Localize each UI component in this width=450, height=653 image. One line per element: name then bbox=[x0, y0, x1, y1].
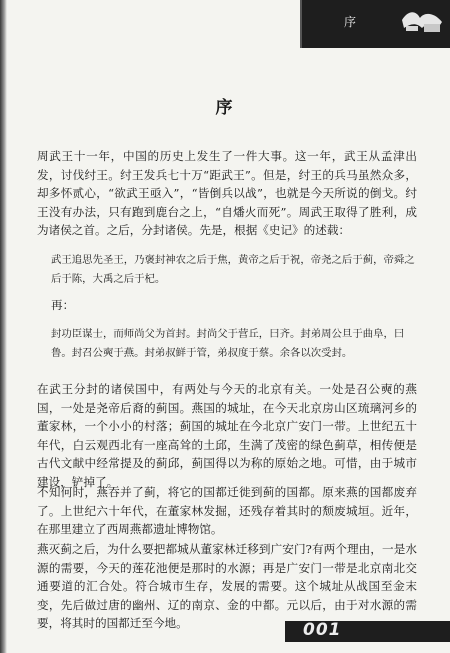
page-number: 001 bbox=[303, 620, 342, 640]
quote-2: 封功臣谋士，而师尚父为首封。封尚父于营丘，曰齐。封弟周公旦于曲阜，曰鲁。封召公奭于燕。封弟叔鲜于管，弟叔度于蔡。余各以次受封。 bbox=[51, 328, 405, 359]
page-title: 序 bbox=[215, 98, 235, 118]
connector-text: 再： bbox=[51, 298, 75, 312]
paragraph-1: 周武王十一年，中国的历史上发生了一件大事。这一年，武王从孟津出发，讨伐纣王。纣王发兵七十万“距武王”。但是，纣王的兵马虽然众多，却多怀贰心，“欲武王亟入”，“皆倒兵以战”，也就是今天所说的倒戈。纣王没有办法，只有跑到鹿台之上，“自燔火而死”。周武王取得了胜利，成为诸侯之首。之后，分封诸侯。先是，根据《史记》的述载： bbox=[37, 149, 417, 238]
ornament-icon bbox=[400, 6, 444, 34]
paragraph-3: 不知何时，燕吞并了蓟，将它的国都迁徙到蓟的国都。原来燕的国都废弃了。上世纪六十年代，在董家林发掘，还残存着其时的颓废城垣。近年，在那里建立了西周燕都遗址博物馆。 bbox=[37, 485, 417, 537]
header-section-label: 序 bbox=[344, 15, 358, 29]
paragraph-4: 燕灭蓟之后，为什么要把都城从董家林迁移到广安门?有两个理由，一是水源的需要，今天的莲花池便是那时的水源；再是广安门一带是北京南北交通要道的汇合处。符合城市生存，发展的需要。这个城址从战国至金末变，先后做过唐的幽州、辽的南京、金的中都。元以后，由于对水源的需要，将其时的国都迁至今地。 bbox=[37, 542, 417, 631]
quote-1: 武王追思先圣王，乃褒封神农之后于焦，黄帝之后于祝，帝尧之后于蓟，帝舜之后于陈，大禹之后于杞。 bbox=[51, 254, 415, 285]
paragraph-2: 在武王分封的诸侯国中，有两处与今天的北京有关。一处是召公奭的燕国，一处是尧帝后裔的蓟国。燕国的城址，在今天北京房山区琉璃河乡的董家林，一个小小的村落；蓟国的城址在今北京广安门一带。上世纪五十年代，白云观西北有一座高耸的土邱，生满了茂密的绿色蓟草，相传便是古代文献中经常提及的蓟邱，蓟国得以为称的原始之地。可惜，由于城市建设，铲掉了。 bbox=[37, 382, 417, 489]
